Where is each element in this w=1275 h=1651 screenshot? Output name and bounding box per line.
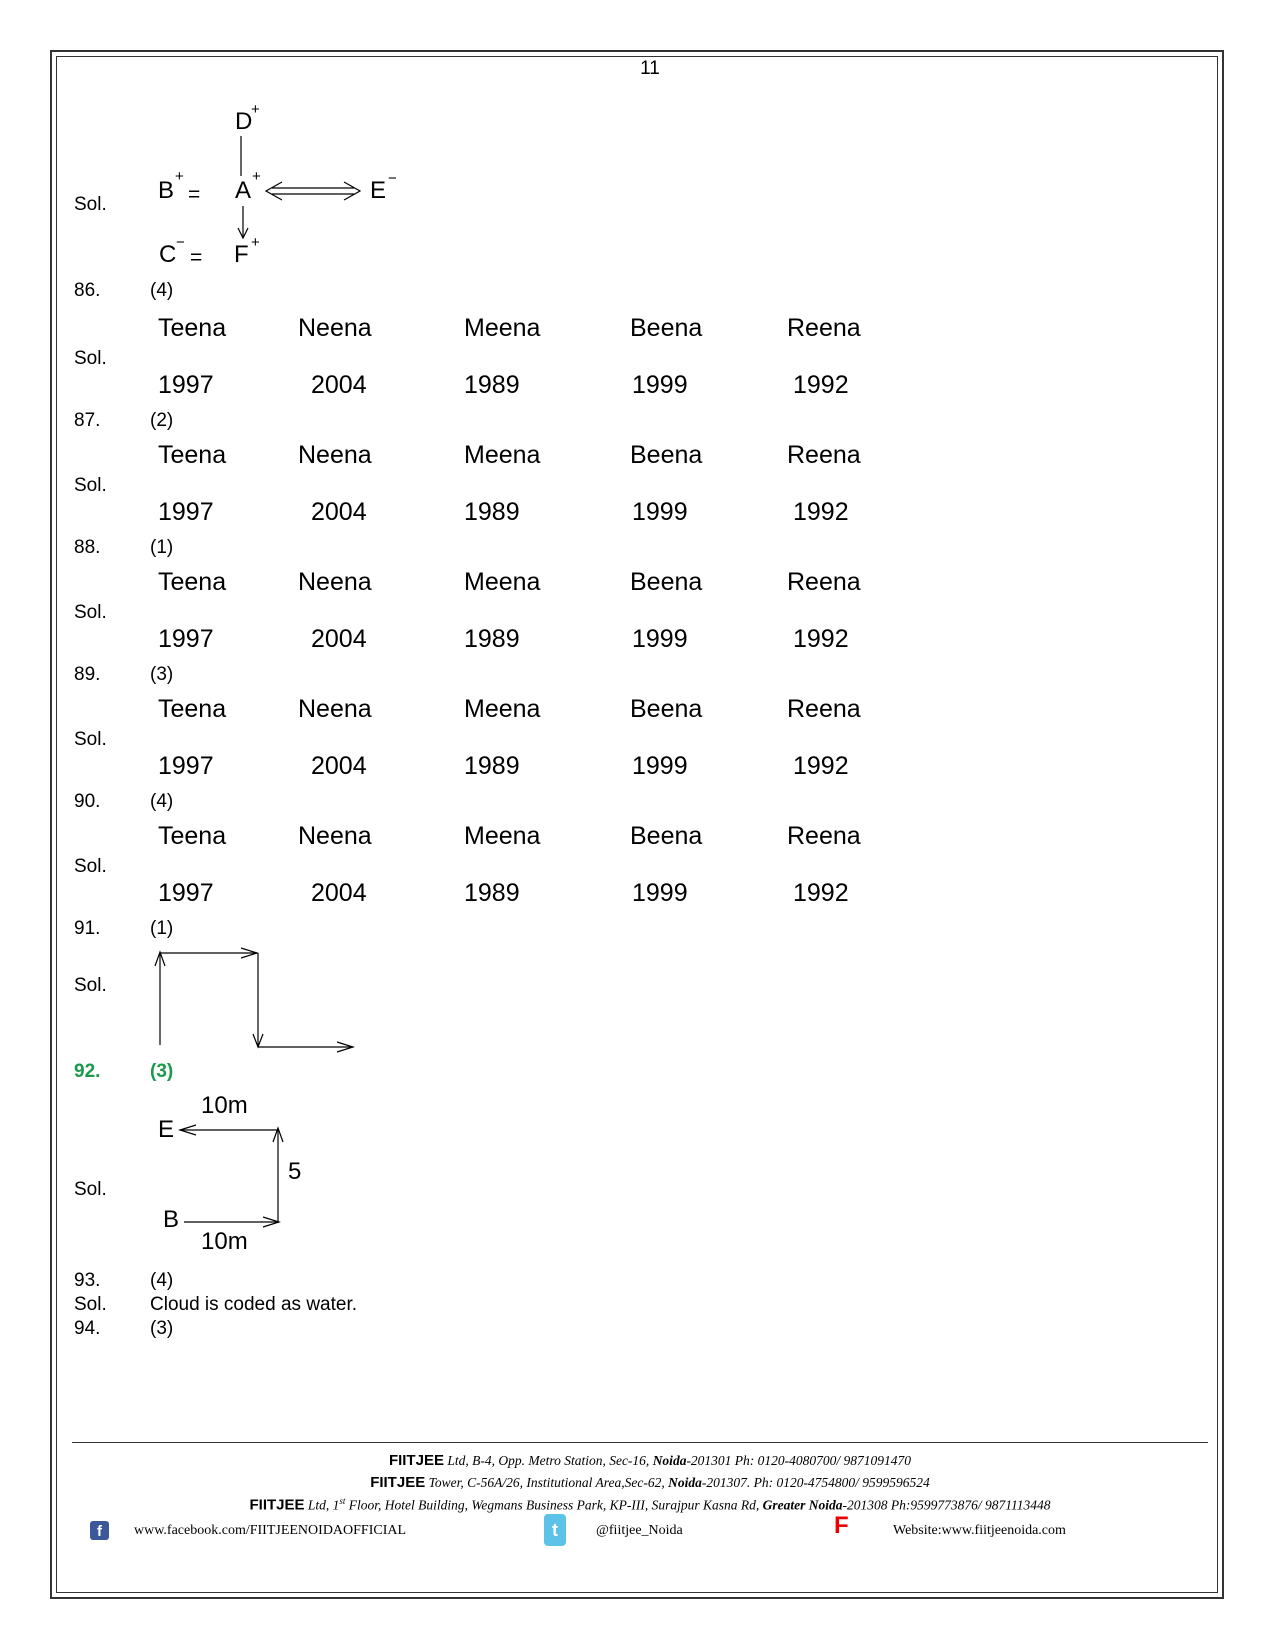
footer-text: -201301 Ph: 0120-4080700/ 9871091470 xyxy=(686,1453,912,1468)
label-c: C xyxy=(159,241,177,268)
year-teena: 1997 xyxy=(158,879,214,907)
sign-f: + xyxy=(251,234,260,251)
sign-e: − xyxy=(388,170,397,187)
name-teena: Teena xyxy=(158,695,227,723)
sol-label: Sol. xyxy=(74,975,107,996)
sol-label: Sol. xyxy=(74,1294,107,1315)
question-answer: (1) xyxy=(150,537,174,558)
sol-label: Sol. xyxy=(74,1179,107,1200)
name-beena: Beena xyxy=(630,568,703,596)
label-b: B xyxy=(158,177,175,204)
name-meena: Meena xyxy=(464,568,541,596)
year-meena: 1989 xyxy=(464,498,520,526)
question-answer: (4) xyxy=(150,791,174,812)
footer-text-bold: Noida xyxy=(652,1453,687,1468)
name-teena: Teena xyxy=(158,568,227,596)
footer-text-bold: Noida xyxy=(668,1475,702,1490)
question-number: 87. xyxy=(74,410,101,431)
footer-text: -201307. Ph: 0120-4754800/ 9599596524 xyxy=(701,1475,930,1490)
name-meena: Meena xyxy=(464,314,541,342)
name-neena: Neena xyxy=(298,822,372,850)
question-answer: (4) xyxy=(150,280,174,301)
footer-text-bold: Greater Noida xyxy=(762,1497,843,1513)
year-neena: 2004 xyxy=(311,498,367,526)
twitter-icon: t xyxy=(544,1514,566,1546)
name-meena: Meena xyxy=(464,822,541,850)
year-meena: 1989 xyxy=(464,371,520,399)
year-beena: 1999 xyxy=(632,371,688,399)
name-neena: Neena xyxy=(298,441,372,469)
question-number: 86. xyxy=(74,280,101,301)
year-beena: 1999 xyxy=(632,752,688,780)
question-number: 89. xyxy=(74,664,101,685)
footer-text: Ltd, B-4, Opp. Metro Station, Sec-16, xyxy=(443,1453,653,1468)
sol-label: Sol. xyxy=(74,602,107,623)
name-beena: Beena xyxy=(630,314,703,342)
footer-brand: FIITJEE xyxy=(370,1474,426,1491)
question-answer: (3) xyxy=(150,1061,174,1082)
name-neena: Neena xyxy=(298,568,372,596)
year-meena: 1989 xyxy=(464,879,520,907)
footer-address-2 xyxy=(0,1474,1275,1491)
facebook-link[interactable]: www.facebook.com/FIITJEENOIDAOFFICIAL xyxy=(134,1523,407,1538)
question-number: 94. xyxy=(74,1318,101,1339)
distance-bottom: 10m xyxy=(201,1228,248,1255)
year-teena: 1997 xyxy=(158,625,214,653)
year-reena: 1992 xyxy=(793,752,849,780)
year-reena: 1992 xyxy=(793,625,849,653)
name-meena: Meena xyxy=(464,695,541,723)
footer-address-1 xyxy=(0,1452,1275,1469)
question-answer: (3) xyxy=(150,664,174,685)
year-meena: 1989 xyxy=(464,752,520,780)
footer-text: Ltd, 1 xyxy=(304,1497,340,1513)
year-teena: 1997 xyxy=(158,752,214,780)
sol-label: Sol. xyxy=(74,856,107,877)
year-beena: 1999 xyxy=(632,625,688,653)
footer-text: Floor, Hotel Building, Wegmans Business Park, KP-III, Surajpur Kasna Rd, xyxy=(345,1497,763,1513)
year-reena: 1992 xyxy=(793,879,849,907)
name-reena: Reena xyxy=(787,822,861,850)
year-reena: 1992 xyxy=(793,371,849,399)
distance-top: 10m xyxy=(201,1092,248,1119)
year-neena: 2004 xyxy=(311,625,367,653)
label-b: B xyxy=(163,1206,180,1233)
year-neena: 2004 xyxy=(311,371,367,399)
question-number: 93. xyxy=(74,1270,101,1291)
label-d: D xyxy=(235,108,253,135)
sign-d: + xyxy=(251,101,260,118)
year-neena: 2004 xyxy=(311,879,367,907)
eq-c: = xyxy=(190,246,203,269)
question-answer: (1) xyxy=(150,918,174,939)
sign-a: + xyxy=(252,168,261,185)
sol-label: Sol. xyxy=(74,729,107,750)
name-beena: Beena xyxy=(630,822,703,850)
footer-text: Tower, C-56A/26, Institutional Area,Sec-62, xyxy=(425,1475,669,1490)
label-a: A xyxy=(235,177,252,204)
sol-label: Sol. xyxy=(74,194,107,215)
name-neena: Neena xyxy=(298,314,372,342)
question-answer: (3) xyxy=(150,1318,174,1339)
question-number: 90. xyxy=(74,791,101,812)
label-e: E xyxy=(370,177,387,204)
question-answer: (2) xyxy=(150,410,174,431)
sign-c: − xyxy=(176,234,185,251)
name-reena: Reena xyxy=(787,314,861,342)
website-link[interactable]: Website:www.fiitjeenoida.com xyxy=(893,1523,1066,1538)
year-meena: 1989 xyxy=(464,625,520,653)
name-teena: Teena xyxy=(158,441,227,469)
question-number: 91. xyxy=(74,918,101,939)
name-neena: Neena xyxy=(298,695,372,723)
year-reena: 1992 xyxy=(793,498,849,526)
label-e: E xyxy=(158,1116,175,1143)
question-number: 92. xyxy=(74,1061,101,1082)
year-beena: 1999 xyxy=(632,879,688,907)
name-teena: Teena xyxy=(158,822,227,850)
name-beena: Beena xyxy=(630,695,703,723)
sol-label: Sol. xyxy=(74,348,107,369)
facebook-icon: f xyxy=(90,1521,109,1540)
question-number: 88. xyxy=(74,537,101,558)
name-beena: Beena xyxy=(630,441,703,469)
footer-text-sup: st xyxy=(339,1496,346,1506)
footer-divider xyxy=(72,1442,1208,1443)
label-f: F xyxy=(234,241,249,268)
name-reena: Reena xyxy=(787,441,861,469)
year-teena: 1997 xyxy=(158,371,214,399)
distance-side: 5 xyxy=(288,1158,302,1185)
year-beena: 1999 xyxy=(632,498,688,526)
eq-b: = xyxy=(188,183,201,206)
year-teena: 1997 xyxy=(158,498,214,526)
name-teena: Teena xyxy=(158,314,227,342)
sign-b: + xyxy=(175,168,184,185)
footer-brand: FIITJEE xyxy=(249,1496,305,1514)
name-reena: Reena xyxy=(787,568,861,596)
footer-address-3 xyxy=(0,1496,1275,1514)
sol-label: Sol. xyxy=(74,475,107,496)
fiitjee-logo-icon: F xyxy=(834,1512,849,1539)
year-neena: 2004 xyxy=(311,752,367,780)
footer-text: -201308 Ph:9599773876/ 9871113448 xyxy=(842,1497,1051,1513)
question-answer: (4) xyxy=(150,1270,174,1291)
name-meena: Meena xyxy=(464,441,541,469)
q93-solution-text: Cloud is coded as water. xyxy=(150,1294,358,1315)
page-number: 11 xyxy=(640,58,660,79)
name-reena: Reena xyxy=(787,695,861,723)
footer-brand: FIITJEE xyxy=(388,1452,444,1469)
twitter-handle[interactable]: @fiitjee_Noida xyxy=(596,1523,683,1538)
